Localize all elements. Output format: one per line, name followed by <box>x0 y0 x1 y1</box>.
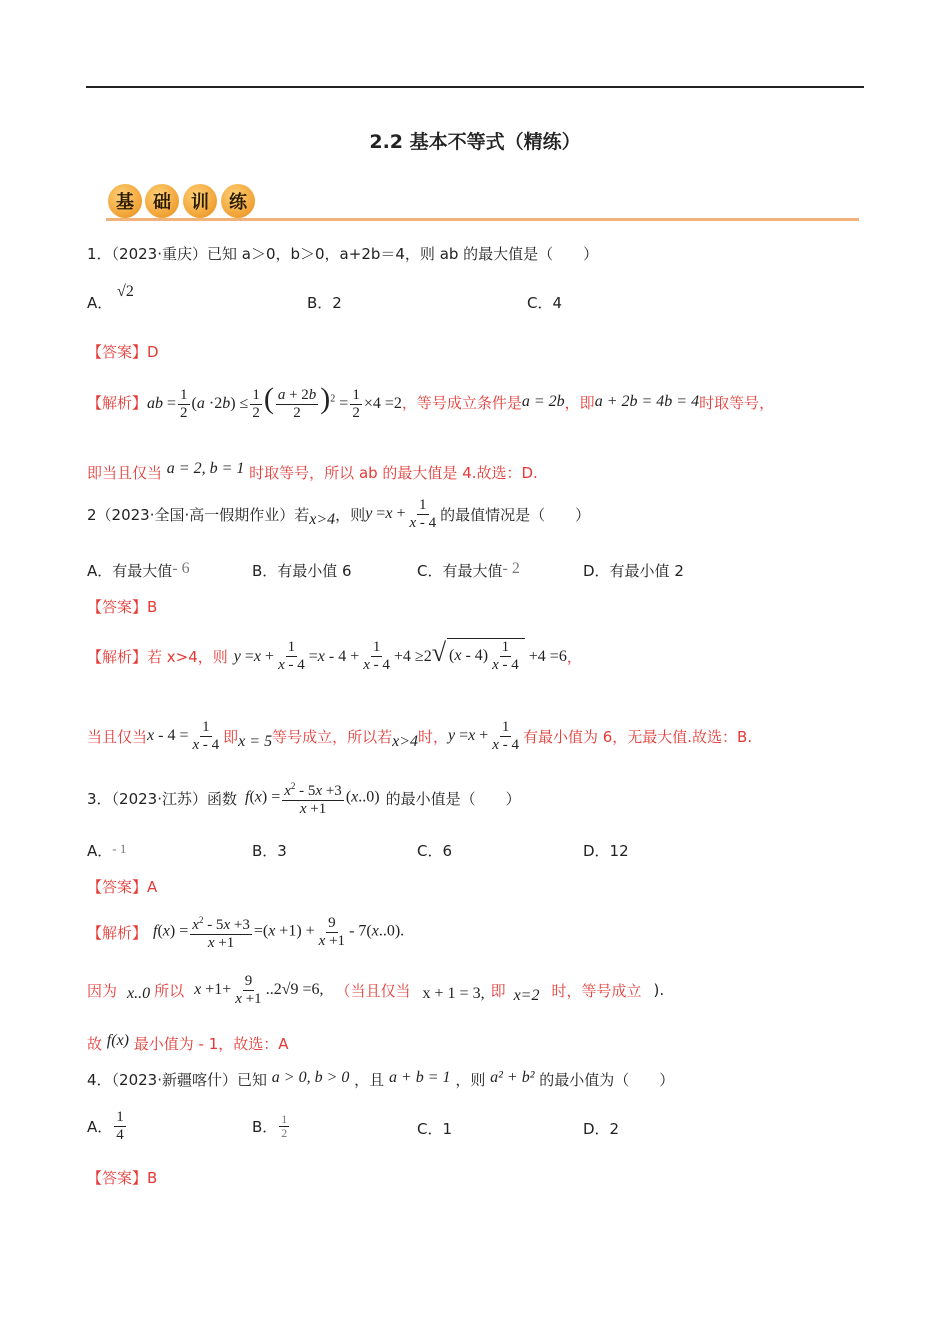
q2-option-a-value: - 6 <box>172 560 190 577</box>
q1-option-a <box>87 283 134 313</box>
q1-answer <box>87 341 159 362</box>
q4-answer <box>87 1167 157 1188</box>
q2-option-c <box>417 560 520 581</box>
q3-line3-b: 最小值为 - 1，故选：A <box>133 1035 289 1053</box>
q4-stem-d: 的最小值为（ ） <box>539 1071 675 1089</box>
q2-line2-formula2: y =x + $\frac{1}{x - 4}$ <box>448 718 519 753</box>
q3-option-a-label: A． <box>87 842 113 860</box>
q4-stem-m3: a² + b² <box>490 1069 535 1086</box>
q3-stem-a: 3．（2023·江苏）函数 <box>87 789 237 808</box>
q2-option-a-label: A．有最大值 <box>87 562 173 580</box>
q3-stem-b: 的最小值是（ ） <box>385 789 521 808</box>
q3-analysis-line2 <box>87 968 664 1012</box>
q3-line2-formula: x +1+ $\frac{9}{x +1}$ ..2√9 =6, <box>194 972 324 1007</box>
q1-answer-value: D <box>147 343 159 361</box>
q3-line3-math: f(x) <box>106 1032 129 1049</box>
q3-option-c: C．6 <box>417 842 453 860</box>
q2-stem-cond: x>4 <box>309 511 336 528</box>
q4-option-a-num: 1 <box>116 1108 124 1125</box>
q3-stem <box>87 776 521 820</box>
q2-option-b: B．有最小值 6 <box>252 562 352 580</box>
q3-line3-a: 故 <box>87 1035 103 1053</box>
q2-line2-e: x>4 <box>392 733 418 750</box>
q1-analysis-end: 时取等号， <box>699 393 775 412</box>
q1-analysis-mid: ，即 <box>564 393 595 412</box>
q3-line2-a: 因为 <box>87 981 118 1000</box>
q2-stem-b: ，则 <box>335 505 366 524</box>
q3-stem-formula: f(x) = $\frac{x^2 - 5x +3}{x +1}$ (x..0) <box>245 778 380 818</box>
q1-option-b: B．2 <box>307 294 342 312</box>
q4-option-b-den: 2 <box>281 1125 288 1140</box>
q3-option-a <box>87 840 126 861</box>
q2-analysis-formula: y =x + $\frac{1}{x - 4}$ =x - 4 + $\frac{1}{x - 4}$ +4 ≥2√ (x - 4) $\frac{1}{x - 4}$ +4 =6 <box>233 637 567 674</box>
q3-option-a-value: - 1 <box>112 841 127 856</box>
q1-analysis <box>87 374 774 430</box>
q4-option-b-fraction <box>279 1113 289 1140</box>
q4-option-d: D．2 <box>583 1120 620 1138</box>
q4-option-c: C．1 <box>417 1120 453 1138</box>
q1-option-a-value: √2 <box>117 283 134 300</box>
section-badge-4: 练 <box>221 184 255 218</box>
q1-analysis-formula: ab = $\frac{1}{2}$ (a ·2b) ≤ $\frac{1}{2}$ ( $\frac{a + 2b}{2}$ )$^2$ = $\frac{1}{2}$ ×4 =2 <box>147 382 402 421</box>
q4-stem-c: ，则 <box>455 1071 486 1089</box>
q2-analysis-line2 <box>87 714 752 758</box>
q2-stem-a: 2（2023·全国·高一假期作业）若 <box>87 505 310 524</box>
q2-analysis-label: 【解析】 <box>87 647 148 666</box>
q1-line2-math: a = 2, b = 1 <box>166 460 245 477</box>
q4-option-b-num: 1 <box>281 1111 288 1126</box>
q4-option-b-label: B． <box>252 1117 278 1136</box>
q2-answer <box>87 596 157 617</box>
q1-analysis-eq2: a + 2b = 4b = 4 <box>594 393 700 410</box>
q1-line2-text-b: 时取等号，所以 ab 的最大值是 4.故选：D. <box>249 464 538 482</box>
q3-line2-b: 所以 <box>154 981 185 1000</box>
q2-line2-b: 即 <box>223 727 239 746</box>
q3-answer <box>87 876 157 897</box>
q4-option-a-label: A． <box>87 1117 113 1136</box>
q1-line2-text-a: 即当且仅当 <box>87 464 163 482</box>
q2-analysis: 【解析】 若 x>4，则 y =x + $\frac{1}{x - 4}$ =x - 4 + $\frac{1}{x - 4}$ +4 ≥2√ (x - 4) $\frac{1}{x - 4}$ +4 =6 ， <box>87 637 582 674</box>
q1-analysis-label: 【解析】 <box>87 393 148 412</box>
q3-line2-math2: x + 1 = 3, <box>422 985 485 1002</box>
q1-option-c: C．4 <box>527 294 563 312</box>
q1-answer-label: 【答案】 <box>87 343 148 361</box>
q2-line2-c: x = 5 <box>238 733 273 750</box>
q3-option-d: D．12 <box>583 842 629 860</box>
q2-line2-a: 当且仅当 <box>87 727 148 746</box>
q3-line2-e: 时，等号成立 <box>551 981 642 1000</box>
q2-option-d: D．有最小值 2 <box>583 562 684 580</box>
page-title: 2.2 基本不等式（精练） <box>369 131 581 153</box>
q2-stem <box>87 494 590 534</box>
q2-line2-g: 有最小值为 6，无最大值.故选：B. <box>522 727 753 746</box>
q2-option-c-label: C．有最大值 <box>417 562 503 580</box>
q4-stem-m1: a > 0, b > 0 <box>271 1069 350 1086</box>
q3-analysis-line3 <box>87 1033 289 1054</box>
q4-option-a <box>87 1104 128 1148</box>
header-rule <box>86 86 864 88</box>
q3-answer-value: A <box>147 878 158 896</box>
q2-stem-formula: y =x + $\frac{1}{x - 4}$ <box>365 496 437 531</box>
q2-answer-label: 【答案】 <box>87 598 148 616</box>
q4-answer-value: B <box>147 1169 158 1187</box>
q3-line2-c: （当且仅当 <box>335 981 411 1000</box>
q1-option-a-label: A． <box>87 294 113 312</box>
q2-analysis-text: 若 x>4，则 <box>147 647 228 666</box>
section-badge-3: 训 <box>183 184 217 218</box>
q3-option-b: B．3 <box>252 842 287 860</box>
q2-line2-formula1: x - 4 = $\frac{1}{x - 4}$ <box>147 718 220 753</box>
q3-line2-d: 即 <box>490 981 506 1000</box>
q4-option-a-fraction <box>114 1109 126 1144</box>
section-underline <box>106 218 859 221</box>
q4-stem-b: ，且 <box>354 1071 385 1089</box>
q3-line2-math1: x..0 <box>127 985 151 1002</box>
q1-analysis-line2 <box>87 462 538 483</box>
q3-answer-label: 【答案】 <box>87 878 148 896</box>
q2-option-a <box>87 560 190 581</box>
q3-analysis <box>87 910 404 954</box>
section-badge-1: 基 <box>108 184 142 218</box>
q4-stem <box>87 1069 674 1090</box>
q2-option-c-value: - 2 <box>502 560 520 577</box>
q3-analysis-label: 【解析】 <box>87 923 148 942</box>
q3-line2-f: ). <box>653 981 665 999</box>
q2-line2-d: 等号成立，所以若 <box>272 727 393 746</box>
q2-stem-c: 的最值情况是（ ） <box>440 505 591 524</box>
q1-analysis-eq1: a = 2b <box>521 393 565 410</box>
section-badge-2: 础 <box>145 184 179 218</box>
q2-line2-f: 时， <box>418 727 449 746</box>
q4-answer-label: 【答案】 <box>87 1169 148 1187</box>
q4-stem-a: 4．（2023·新疆喀什）已知 <box>87 1071 267 1089</box>
q4-option-a-den: 4 <box>116 1126 124 1143</box>
q3-analysis-formula: f(x) = $\frac{x^2 - 5x +3}{x +1}$ =(x +1) + $\frac{9}{x +1}$ - 7(x..0). <box>153 912 404 952</box>
q1-analysis-tail: ，等号成立条件是 <box>401 393 522 412</box>
q3-line2-math3: x=2 <box>513 987 540 1004</box>
q2-answer-value: B <box>147 598 158 616</box>
q4-option-b <box>252 1104 291 1148</box>
q4-stem-m2: a + b = 1 <box>388 1069 451 1086</box>
q1-stem: 1．（2023·重庆）已知 a＞0，b＞0，a+2b＝4，则 ab 的最大值是（ ） <box>87 245 599 263</box>
